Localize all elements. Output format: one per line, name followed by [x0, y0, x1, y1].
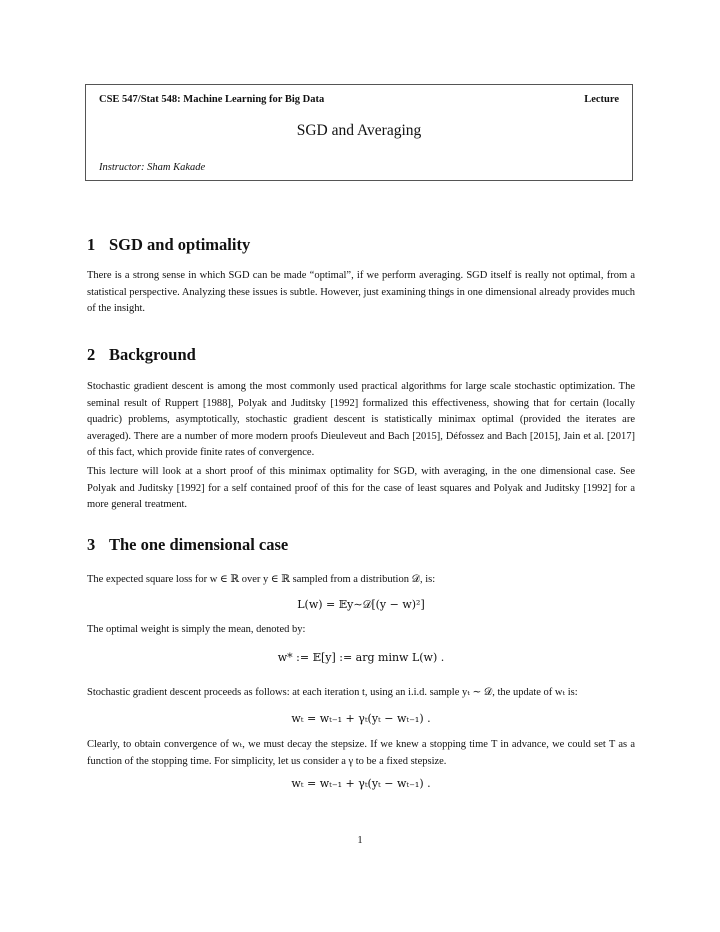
paragraph-optimal-weight: The optimal weight is simply the mean, denoted by: [87, 624, 306, 635]
section-heading-2 [87, 345, 196, 365]
section-number: 1 [87, 235, 96, 254]
instructor-line: Instructor: Sham Kakade [99, 162, 206, 173]
paragraph-background-1: Stochastic gradient descent is among the most commonly used practical algorithms for large scale stochastic optimization. The seminal result of Ruppert [1988], Polyak and Juditsky [1992] formalized this effectiveness, showing that for certain (locally quadric) problems, asymptotically, stochastic gradient descent is statistically minimax optimal (provided the iterates are averaged). There are a number of more modern proofs Dieuleveut and Bach [2015], Défossez and Bach [2015], Jain et al. [2017] of this fact, which provide finite rates of convergence. [87, 381, 635, 458]
lecture-header-box [85, 84, 633, 181]
section-heading-1 [87, 235, 250, 255]
paragraph-stepsize: Clearly, to obtain convergence of wₜ, we must decay the stepsize. If we knew a stopping time T in advance, we could set T as a function of the stopping time. For simplicity, let us consider a γ to be a fixed stepsize. [87, 739, 635, 767]
paragraph-background-2: This lecture will look at a short proof of this minimax optimality for SGD, with averaging, in the one dimensional case. See Polyak and Juditsky [1992] for a self contained proof of this for the case of least squares and Polyak and Juditsky [1992] for a more general treatment. [87, 466, 635, 510]
document-kind: Lecture [584, 94, 619, 105]
equation-sgd-update: wₜ = wₜ₋₁ + γₜ(yₜ − wₜ₋₁) . [291, 712, 431, 725]
paragraph-expected-loss: The expected square loss for w ∈ ℝ over y ∈ ℝ sampled from a distribution 𝒟, is: [87, 574, 436, 585]
section-title: Background [109, 345, 196, 364]
section-title: The one dimensional case [109, 535, 289, 554]
equation-fixed-stepsize: wₜ = wₜ₋₁ + γₜ(yₜ − wₜ₋₁) . [291, 777, 431, 790]
page-number: 1 [357, 835, 363, 846]
section-title: SGD and optimality [109, 235, 251, 254]
equation-optimal-weight: w* := 𝔼[y] := arg minw L(w) . [277, 651, 445, 664]
paragraph-sgd-update: Stochastic gradient descent proceeds as follows: at each iteration t, using an i.i.d. sample yₜ ∼ 𝒟, the update of wₜ is: [87, 687, 578, 698]
paragraph-optimality: There is a strong sense in which SGD can be made “optimal”, if we perform averaging. SGD itself is really not optimal, from a statistical perspective. Analyzing these issues is subtle. However, just examining things in one dimensional already provides much of the insight. [87, 270, 635, 314]
lecture-title: SGD and Averaging [296, 122, 422, 139]
section-heading-3 [87, 535, 288, 555]
equation-expected-loss: L(w) = 𝔼y∼𝒟[(y − w)²] [297, 598, 425, 611]
section-number: 3 [87, 535, 96, 554]
course-name: CSE 547/Stat 548: Machine Learning for Big Data [99, 94, 325, 105]
section-number: 2 [87, 345, 96, 364]
